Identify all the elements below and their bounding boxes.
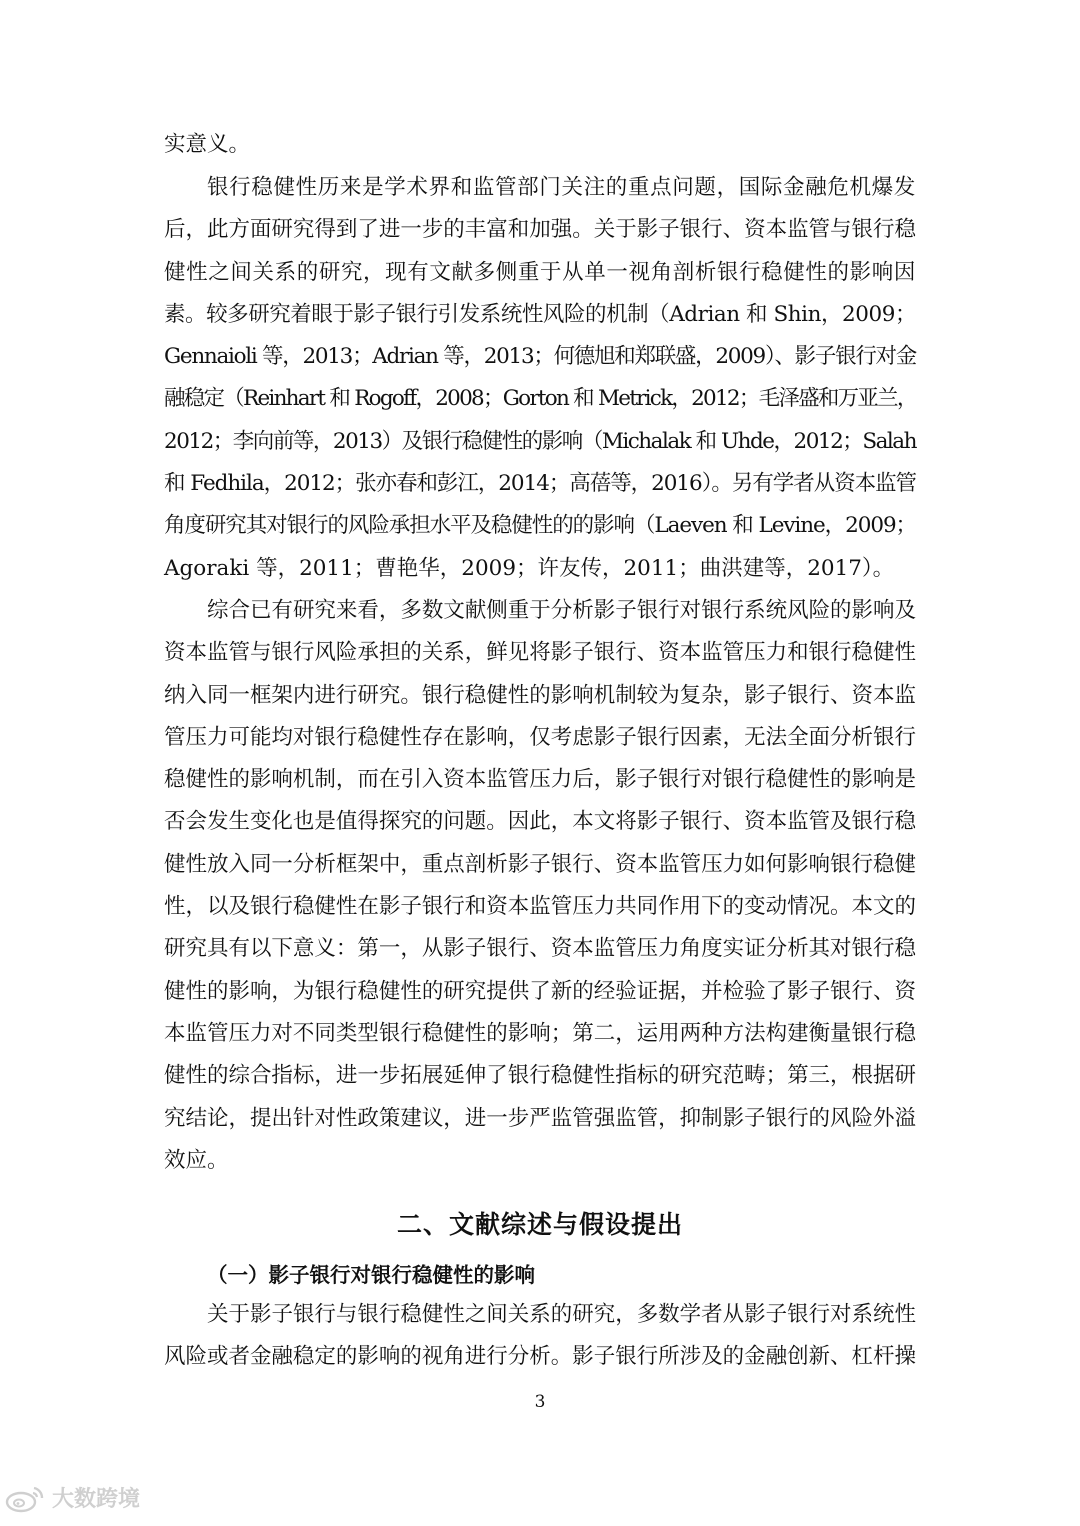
- text-line: 后，此方面研究得到了进一步的丰富和加强。关于影子银行、资本监管与银行稳: [164, 217, 916, 243]
- text-line: 效应。: [164, 1147, 229, 1173]
- text-line: 研究具有以下意义：第一，从影子银行、资本监管压力角度实证分析其对银行稳: [164, 936, 916, 962]
- text-line: 风险或者金融稳定的影响的视角进行分析。影子银行所涉及的金融创新、杠杆操: [164, 1344, 916, 1370]
- text-line: 健性放入同一分析框架中，重点剖析影子银行、资本监管压力如何影响银行稳健: [164, 851, 916, 877]
- body-paragraph: [164, 590, 916, 1182]
- text-line: 究结论，提出针对性政策建议，进一步严监管强监管，抑制影子银行的风险外溢: [164, 1105, 916, 1131]
- watermark: [4, 1482, 140, 1513]
- text-line: 资本监管与银行风险承担的关系，鲜见将影子银行、资本监管压力和银行稳健性: [164, 640, 916, 666]
- text-line: 角度研究其对银行的风险承担水平及稳健性的的影响（Laeven 和 Levine，2009；: [164, 513, 916, 539]
- text-line: 纳入同一框架内进行研究。银行稳健性的影响机制较为复杂，影子银行、资本监: [164, 682, 916, 708]
- text-line: 融稳定（Reinhart 和 Rogoff，2008；Gorton 和 Metrick，2012；毛泽盛和万亚兰，: [164, 386, 917, 412]
- text-line: 银行稳健性历来是学术界和监管部门关注的重点问题，国际金融危机爆发: [207, 175, 916, 200]
- text-line: 管压力可能均对银行稳健性存在影响，仅考虑影子银行因素，无法全面分析银行: [164, 724, 916, 750]
- text-line: 关于影子银行与银行稳健性之间关系的研究，多数学者从影子银行对系统性: [207, 1302, 916, 1327]
- body-paragraph: [164, 167, 916, 590]
- subsection-heading: （一）影子银行对银行稳健性的影响: [207, 1263, 535, 1287]
- text-line: 性，以及银行稳健性在影子银行和资本监管压力共同作用下的变动情况。本文的: [164, 894, 916, 920]
- text-line: 健性的综合指标，进一步拓展延伸了银行稳健性指标的研究范畴；第三，根据研: [164, 1063, 916, 1089]
- text-line: Agoraki 等，2011；曹艳华，2009；许友传，2011；曲洪建等，2017）。: [164, 555, 895, 581]
- text-line: 素。较多研究着眼于影子银行引发系统性风险的机制（Adrian 和 Shin，2009；: [164, 301, 916, 327]
- text-line: 2012；李向前等，2013）及银行稳健性的影响（Michalak 和 Uhde，2012；Salah: [164, 428, 916, 454]
- body-paragraph: [164, 1294, 916, 1379]
- text-line: Gennaioli 等，2013；Adrian 等，2013；何德旭和郑联盛，2009）、影子银行对金: [164, 344, 916, 370]
- text-line: 否会发生变化也是值得探究的问题。因此，本文将影子银行、资本监管及银行稳: [164, 809, 916, 835]
- text-line: 和 Fedhila，2012；张亦春和彭江，2014；高蓓等，2016）。另有学者从资本监管: [164, 471, 916, 497]
- text-line: 健性之间关系的研究，现有文献多侧重于从单一视角剖析银行稳健性的影响因: [164, 259, 916, 285]
- section-heading: 二、文献综述与假设提出: [396, 1210, 683, 1239]
- text-line: 稳健性的影响机制，而在引入资本监管压力后，影子银行对银行稳健性的影响是: [164, 767, 916, 793]
- text-line: 健性的影响，为银行稳健性的研究提供了新的经验证据，并检验了影子银行、资: [164, 978, 916, 1004]
- body-paragraph: [164, 124, 916, 166]
- watermark-text: 大数跨境: [52, 1487, 141, 1512]
- text-line: 实意义。: [164, 132, 251, 157]
- page-number: 3: [534, 1392, 546, 1412]
- text-line: 本监管压力对不同类型银行稳健性的影响；第二，运用两种方法构建衡量银行稳: [164, 1020, 916, 1046]
- weibo-logo-icon: [4, 1483, 46, 1513]
- text-line: 综合已有研究来看，多数文献侧重于分析影子银行对银行系统风险的影响及: [207, 598, 916, 623]
